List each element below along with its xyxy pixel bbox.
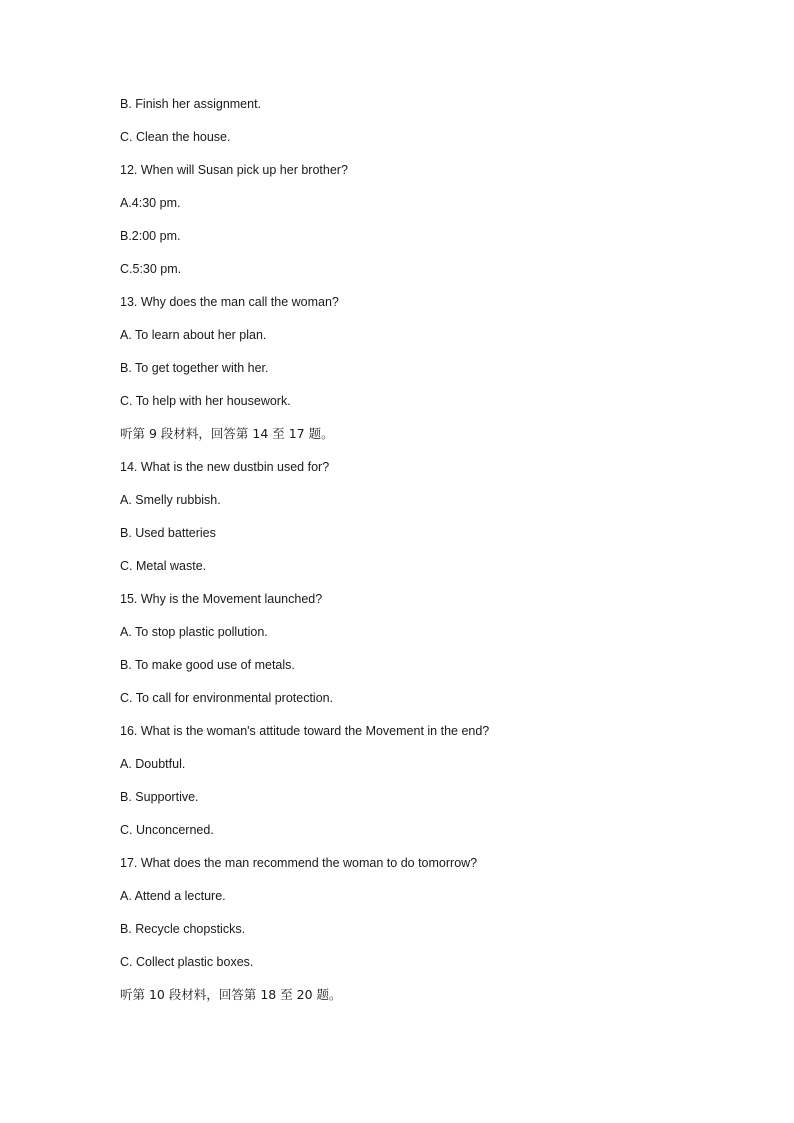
option-c-q12: C.5:30 pm. (120, 262, 182, 276)
question-13: 13. Why does the man call the woman? (120, 295, 339, 309)
section-instruction-9: 听第 9 段材料，回答第 14 至 17 题。 (120, 426, 334, 441)
option-a-q13: A. To learn about her plan. (120, 328, 267, 342)
option-c-q13: C. To help with her housework. (120, 394, 291, 408)
option-b-q13: B. To get together with her. (120, 361, 269, 375)
option-a-q15: A. To stop plastic pollution. (120, 625, 268, 639)
option-c-q16: C. Unconcerned. (120, 823, 214, 837)
option-b-q16: B. Supportive. (120, 790, 199, 804)
option-c-q17: C. Collect plastic boxes. (120, 955, 254, 969)
option-b-q12: B.2:00 pm. (120, 229, 181, 243)
option-c-q11: C. Clean the house. (120, 130, 231, 144)
option-a-q14: A. Smelly rubbish. (120, 493, 221, 507)
option-a-q17: A. Attend a lecture. (120, 889, 226, 903)
question-16: 16. What is the woman's attitude toward the Movement in the end? (120, 724, 490, 738)
option-c-q14: C. Metal waste. (120, 559, 207, 573)
option-b-q14: B. Used batteries (120, 526, 216, 540)
option-c-q15: C. To call for environmental protection. (120, 691, 334, 705)
option-a-q16: A. Doubtful. (120, 757, 186, 771)
option-b-q11: B. Finish her assignment. (120, 97, 262, 111)
question-list (120, 94, 720, 1018)
section-instruction-10: 听第 10 段材料，回答第 18 至 20 题。 (120, 987, 342, 1002)
question-12: 12. When will Susan pick up her brother? (120, 163, 348, 177)
question-14: 14. What is the new dustbin used for? (120, 460, 330, 474)
question-17: 17. What does the man recommend the woman to do tomorrow? (120, 856, 478, 870)
option-b-q15: B. To make good use of metals. (120, 658, 295, 672)
question-15: 15. Why is the Movement launched? (120, 592, 323, 606)
option-a-q12: A.4:30 pm. (120, 196, 181, 210)
option-b-q17: B. Recycle chopsticks. (120, 922, 246, 936)
